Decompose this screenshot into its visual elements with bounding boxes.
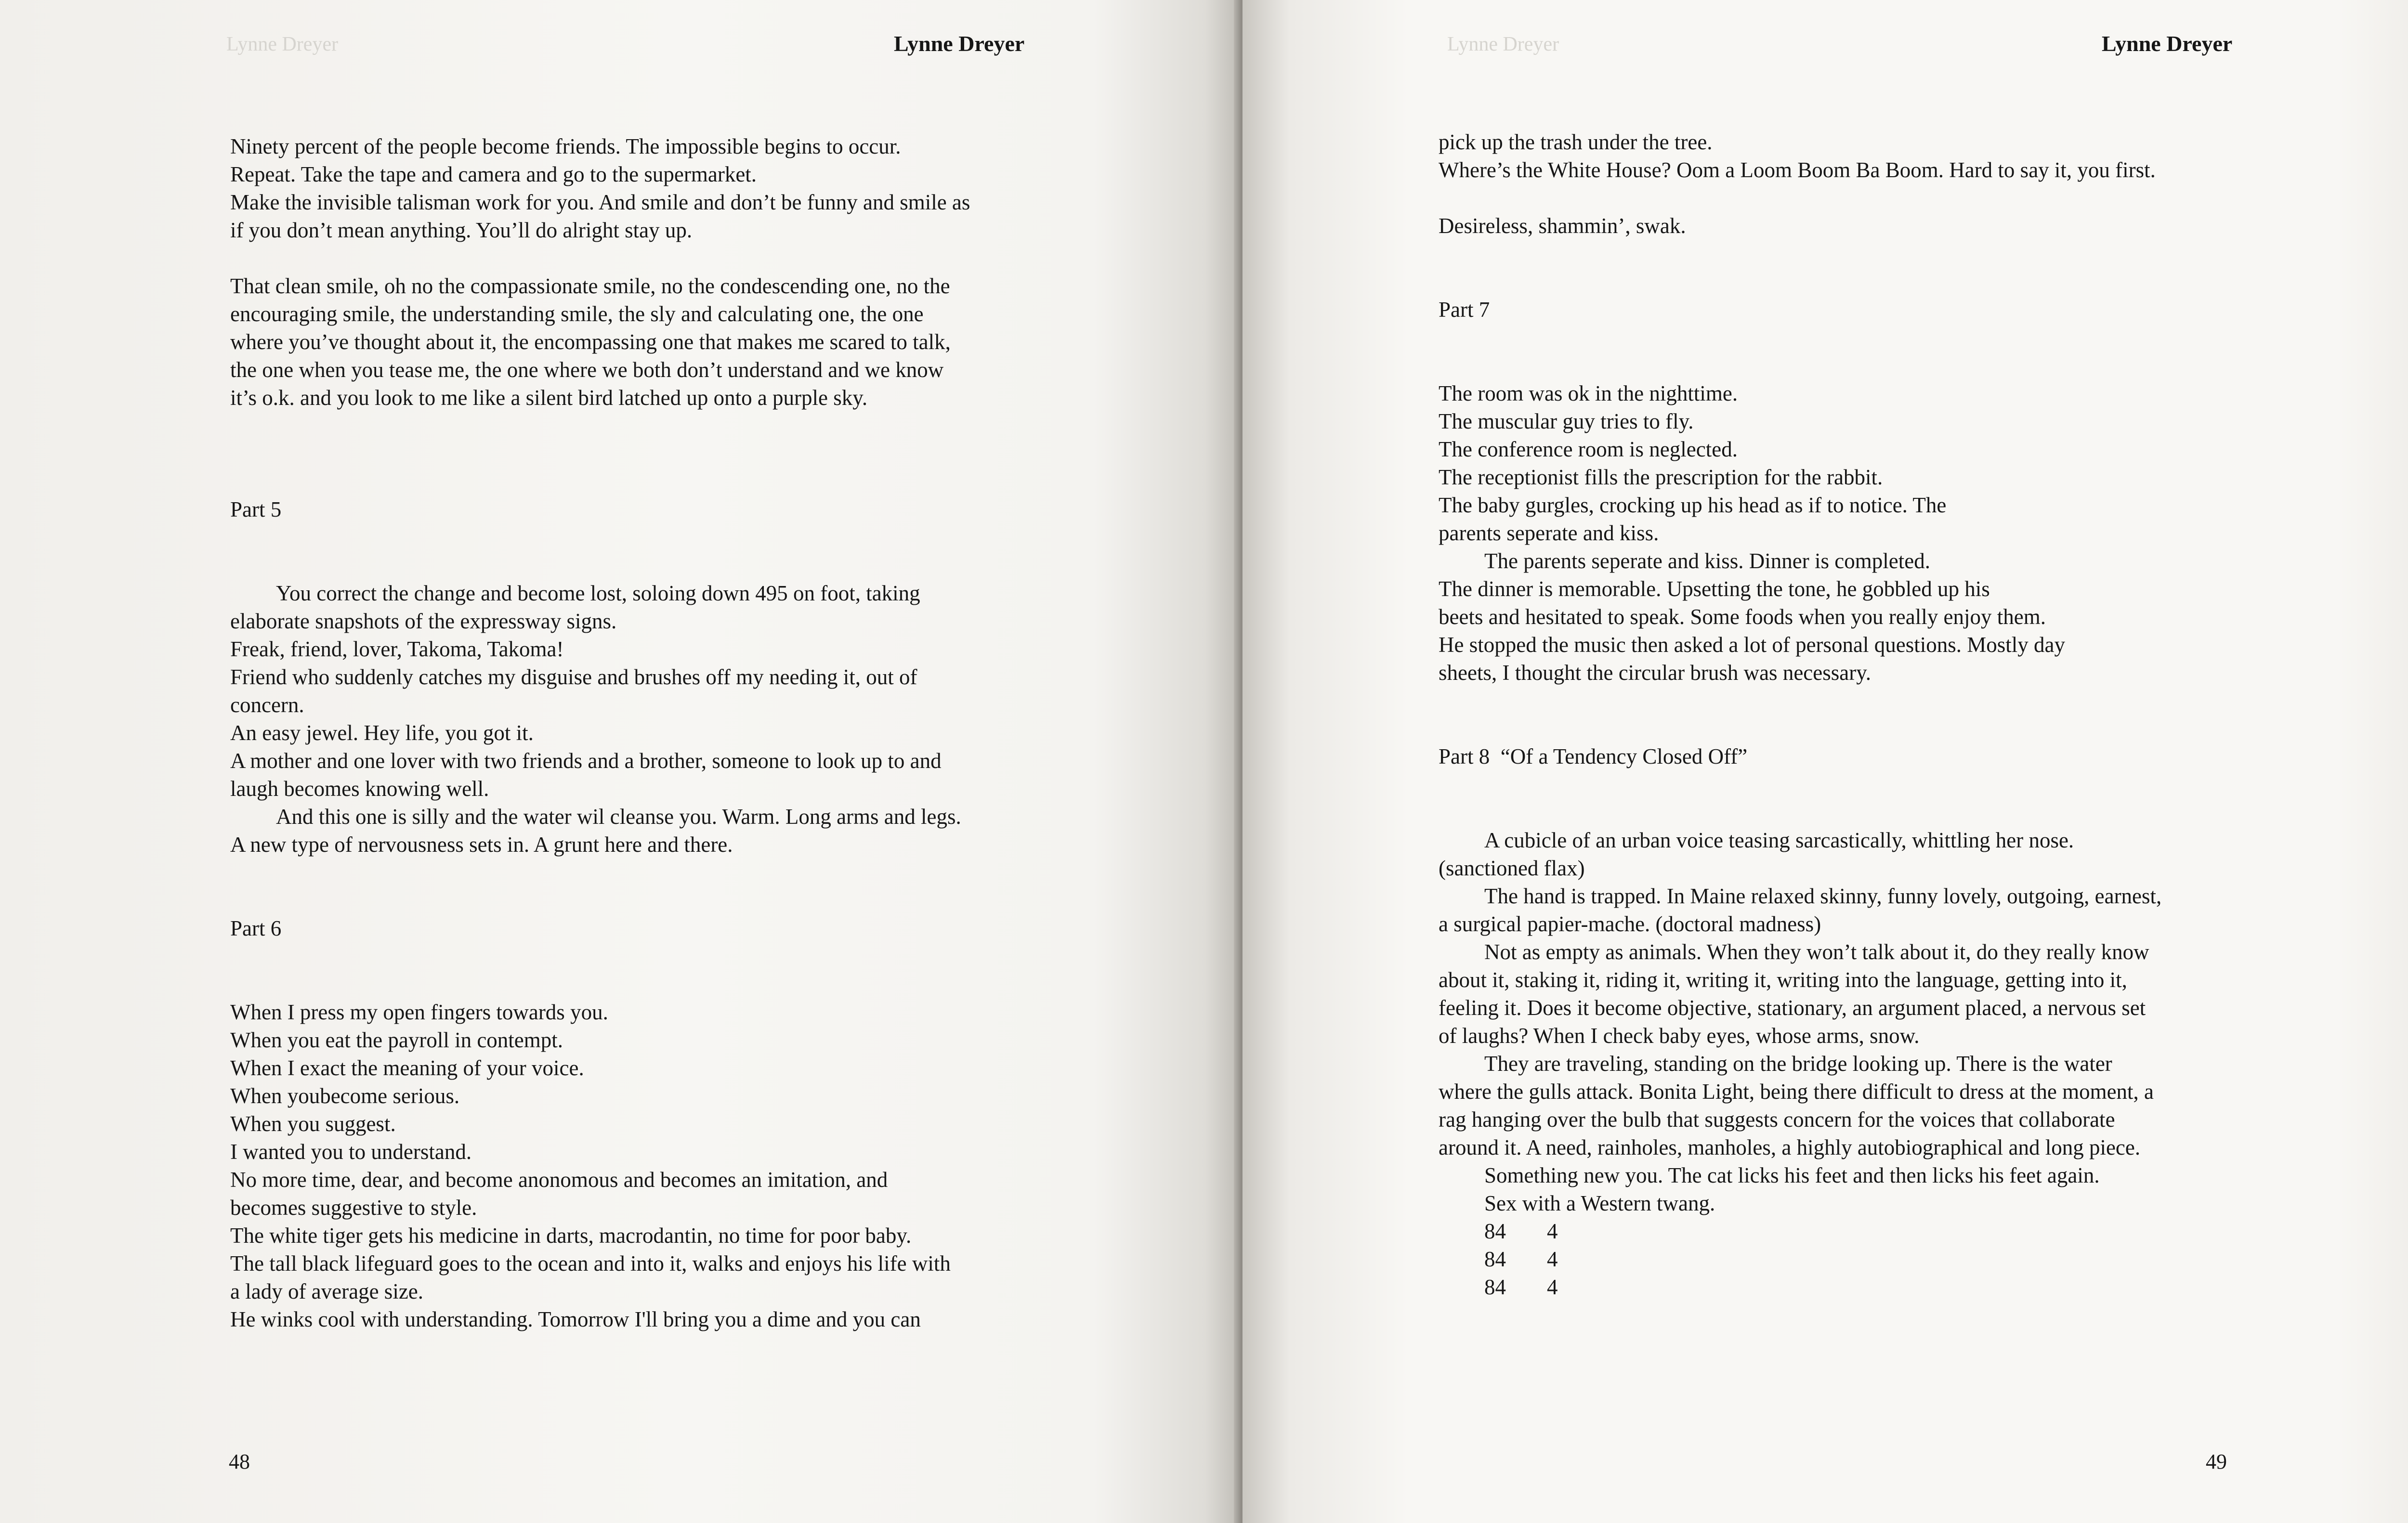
- text-line: rag hanging over the bulb that suggests concern for the voices that collaborate: [1439, 1107, 2115, 1132]
- text-line: becomes suggestive to style.: [230, 1196, 477, 1220]
- show-through-running-head: Lynne Dreyer: [1447, 33, 1559, 55]
- text-line: parents seperate and kiss.: [1439, 521, 1659, 545]
- section-heading-part-5: Part 5: [230, 497, 282, 521]
- text-line: The receptionist fills the prescription for the rabbit.: [1439, 465, 1883, 489]
- section-heading-part-8: Part 8 “Of a Tendency Closed Off”: [1439, 744, 1748, 768]
- number-cell: 84: [1484, 1275, 1506, 1299]
- text-line: When you eat the payroll in contempt.: [230, 1028, 563, 1052]
- text-line: And this one is silly and the water wil cleanse you. Warm. Long arms and legs.: [276, 805, 961, 829]
- text-line: You correct the change and become lost, soloing down 495 on foot, taking: [276, 581, 920, 605]
- text-line: of laughs? When I check baby eyes, whose arms, snow.: [1439, 1024, 1920, 1048]
- number-row: [1439, 1273, 2233, 1301]
- text-line: concern.: [230, 693, 304, 717]
- text-line: When I press my open fingers towards you.: [230, 1000, 608, 1024]
- text-line: The conference room is neglected.: [1439, 437, 1738, 461]
- text-line: Make the invisible talisman work for you. And smile and don’t be funny and smile as: [230, 190, 970, 214]
- text-line: A new type of nervousness sets in. A grunt here and there.: [230, 833, 733, 857]
- number-cell: 4: [1547, 1247, 1558, 1271]
- text-line: Friend who suddenly catches my disguise and brushes off my needing it, out of: [230, 665, 917, 689]
- text-line: Repeat. Take the tape and camera and go to the supermarket.: [230, 162, 757, 186]
- text-line: beets and hesitated to speak. Some foods when you really enjoy them.: [1439, 605, 2046, 629]
- text-line: He winks cool with understanding. Tomorrow I'll bring you a dime and you can: [230, 1307, 921, 1331]
- right-text-column: [1439, 128, 2233, 1301]
- text-line: sheets, I thought the circular brush was necessary.: [1439, 661, 1871, 685]
- text-line: a surgical papier-mache. (doctoral madness): [1439, 912, 1821, 936]
- text-line: feeling it. Does it become objective, stationary, an argument placed, a nervous set: [1439, 996, 2146, 1020]
- text-line: pick up the trash under the tree.: [1439, 130, 1713, 154]
- text-line: encouraging smile, the understanding smile, the sly and calculating one, the one: [230, 302, 924, 326]
- text-line: Not as empty as animals. When they won’t talk about it, do they really know: [1484, 940, 2149, 964]
- text-line: around it. A need, rainholes, manholes, a highly autobiographical and long piece.: [1439, 1135, 2141, 1159]
- text-line: (sanctioned flax): [1439, 856, 1585, 880]
- text-line: Ninety percent of the people become friends. The impossible begins to occur.: [230, 134, 901, 158]
- text-line: I wanted you to understand.: [230, 1140, 472, 1164]
- number-cell: 84: [1484, 1219, 1506, 1243]
- text-line: They are traveling, standing on the bridge looking up. There is the water: [1484, 1052, 2112, 1076]
- text-line: it’s o.k. and you look to me like a silent bird latched up onto a purple sky.: [230, 386, 868, 410]
- text-line: about it, staking it, riding it, writing it, writing into the language, getting into it,: [1439, 968, 2127, 992]
- text-line: When you suggest.: [230, 1112, 396, 1136]
- number-row: [1439, 1217, 2233, 1245]
- text-line: if you don’t mean anything. You’ll do alright stay up.: [230, 218, 693, 242]
- number-row: [1439, 1245, 2233, 1273]
- text-line: Sex with a Western twang.: [1484, 1191, 1715, 1215]
- text-line: The dinner is memorable. Upsetting the tone, he gobbled up his: [1439, 577, 1990, 601]
- text-line: When youbecome serious.: [230, 1084, 460, 1108]
- text-line: The baby gurgles, crocking up his head as if to notice. The: [1439, 493, 1947, 517]
- text-line: The tall black lifeguard goes to the ocean and into it, walks and enjoys his life with: [230, 1251, 951, 1276]
- text-line: Something new you. The cat licks his feet and then licks his feet again.: [1484, 1163, 2100, 1187]
- text-line: A cubicle of an urban voice teasing sarcastically, whittling her nose.: [1484, 828, 2074, 852]
- text-line: Where’s the White House? Oom a Loom Boom Ba Boom. Hard to say it, you first.: [1439, 158, 2156, 182]
- number-cell: 84: [1484, 1247, 1506, 1271]
- text-line: the one when you tease me, the one where we both don’t understand and we know: [230, 358, 944, 382]
- text-line: The white tiger gets his medicine in darts, macrodantin, no time for poor baby.: [230, 1224, 912, 1248]
- text-line: The parents seperate and kiss. Dinner is completed.: [1484, 549, 1930, 573]
- left-text-column: [230, 132, 1024, 1333]
- show-through-running-head: Lynne Dreyer: [226, 33, 339, 55]
- text-line: No more time, dear, and become anonomous and becomes an imitation, and: [230, 1168, 888, 1192]
- text-line: where you’ve thought about it, the encompassing one that makes me scared to talk,: [230, 330, 951, 354]
- text-line: The muscular guy tries to fly.: [1439, 409, 1694, 433]
- text-line: An easy jewel. Hey life, you got it.: [230, 721, 534, 745]
- text-line: Freak, friend, lover, Takoma, Takoma!: [230, 637, 564, 661]
- number-cell: 4: [1547, 1275, 1558, 1299]
- page-number: 49: [2206, 1450, 2227, 1473]
- number-cell: 4: [1547, 1219, 1558, 1243]
- running-head: Lynne Dreyer: [2102, 31, 2233, 56]
- section-heading-part-7: Part 7: [1439, 298, 1490, 322]
- text-line: That clean smile, oh no the compassionate smile, no the condescending one, no the: [230, 274, 950, 298]
- text-line: A mother and one lover with two friends and a brother, someone to look up to and: [230, 749, 942, 773]
- running-head: Lynne Dreyer: [894, 31, 1025, 56]
- page-number: 48: [229, 1450, 250, 1473]
- text-line: where the gulls attack. Bonita Light, being there difficult to dress at the moment, a: [1439, 1080, 2154, 1104]
- text-line: The hand is trapped. In Maine relaxed skinny, funny lovely, outgoing, earnest,: [1484, 884, 2162, 908]
- section-heading-part-6: Part 6: [230, 916, 282, 940]
- text-line: When I exact the meaning of your voice.: [230, 1056, 584, 1080]
- text-line: laugh becomes knowing well.: [230, 777, 489, 801]
- text-line: The room was ok in the nighttime.: [1439, 381, 1738, 405]
- text-line: elaborate snapshots of the expressway signs.: [230, 609, 617, 633]
- text-line: He stopped the music then asked a lot of personal questions. Mostly day: [1439, 633, 2066, 657]
- text-line: a lady of average size.: [230, 1279, 424, 1303]
- right-page: [1243, 0, 2408, 1523]
- text-line: Desireless, shammin’, swak.: [1439, 214, 1686, 238]
